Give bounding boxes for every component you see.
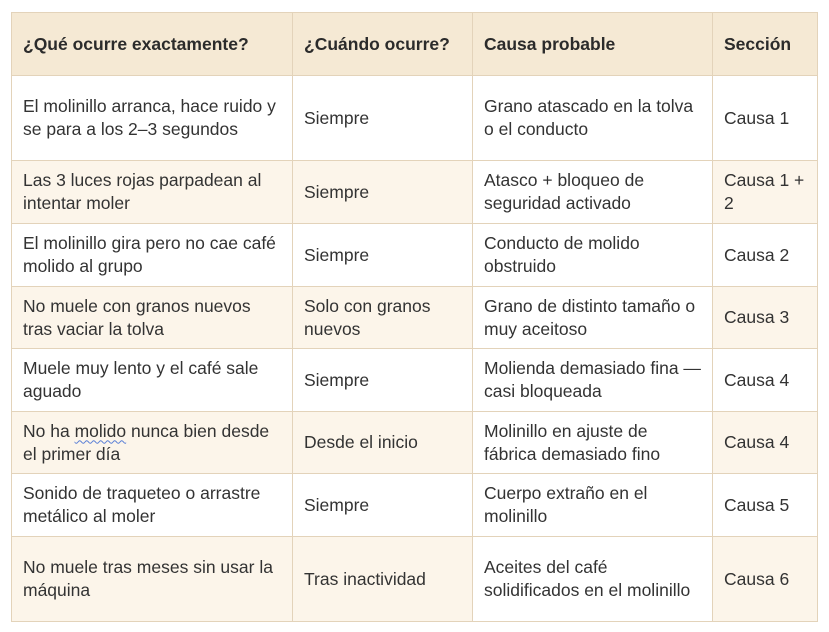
cell-what-pre: No ha: [23, 420, 75, 441]
cell-section: Causa 5: [713, 474, 818, 537]
cell-when: Desde el inicio: [293, 412, 473, 474]
cell-section: Causa 4: [713, 349, 818, 412]
cell-what: Sonido de traqueteo o arrastre metálico al moler: [12, 474, 293, 537]
cell-when: Siempre: [293, 474, 473, 537]
cell-when: Siempre: [293, 349, 473, 412]
cell-section: Causa 1: [713, 76, 818, 161]
cell-section: Causa 1 + 2: [713, 161, 818, 224]
table-row: [12, 474, 818, 537]
cell-cause: Conducto de molido obstruido: [473, 224, 713, 287]
cell-what: No muele tras meses sin usar la máquina: [12, 537, 293, 622]
header-when: ¿Cuándo ocurre?: [293, 13, 473, 76]
header-what: ¿Qué ocurre exactamente?: [12, 13, 293, 76]
table-row: [12, 537, 818, 622]
cell-section: Causa 3: [713, 287, 818, 349]
cell-cause: Cuerpo extraño en el molinillo: [473, 474, 713, 537]
cell-what-post: nunca bien desde el primer día: [23, 420, 270, 464]
cell-what: Las 3 luces rojas parpadean al intentar moler: [12, 161, 293, 224]
cell-when: Solo con granos nuevos: [293, 287, 473, 349]
table-header-row: [12, 13, 818, 76]
cell-when: Tras inactividad: [293, 537, 473, 622]
table-row: [12, 412, 818, 474]
cell-what: No muele con granos nuevos tras vaciar la tolva: [12, 287, 293, 349]
cell-when: Siempre: [293, 224, 473, 287]
cell-cause: Molienda demasiado fina — casi bloqueada: [473, 349, 713, 412]
header-section: Sección: [713, 13, 818, 76]
cell-cause: Grano atascado en la tolva o el conducto: [473, 76, 713, 161]
cell-section: Causa 6: [713, 537, 818, 622]
cell-what: Muele muy lento y el café sale aguado: [12, 349, 293, 412]
cell-when: Siempre: [293, 76, 473, 161]
troubleshooting-table: [11, 12, 818, 622]
cell-what: [12, 412, 293, 474]
cell-cause: Grano de distinto tamaño o muy aceitoso: [473, 287, 713, 349]
table-row: [12, 224, 818, 287]
cell-when: Siempre: [293, 161, 473, 224]
cell-section: Causa 4: [713, 412, 818, 474]
spellcheck-marked-word[interactable]: molido: [74, 420, 127, 441]
cell-section: Causa 2: [713, 224, 818, 287]
header-cause: Causa probable: [473, 13, 713, 76]
table-row: [12, 76, 818, 161]
cell-cause: Atasco + bloqueo de seguridad activado: [473, 161, 713, 224]
cell-cause: Aceites del café solidificados en el molinillo: [473, 537, 713, 622]
table-row: [12, 349, 818, 412]
cell-cause: Molinillo en ajuste de fábrica demasiado fino: [473, 412, 713, 474]
cell-what: El molinillo gira pero no cae café molido al grupo: [12, 224, 293, 287]
table-row: [12, 287, 818, 349]
table-row: [12, 161, 818, 224]
cell-what: El molinillo arranca, hace ruido y se para a los 2–3 segundos: [12, 76, 293, 161]
